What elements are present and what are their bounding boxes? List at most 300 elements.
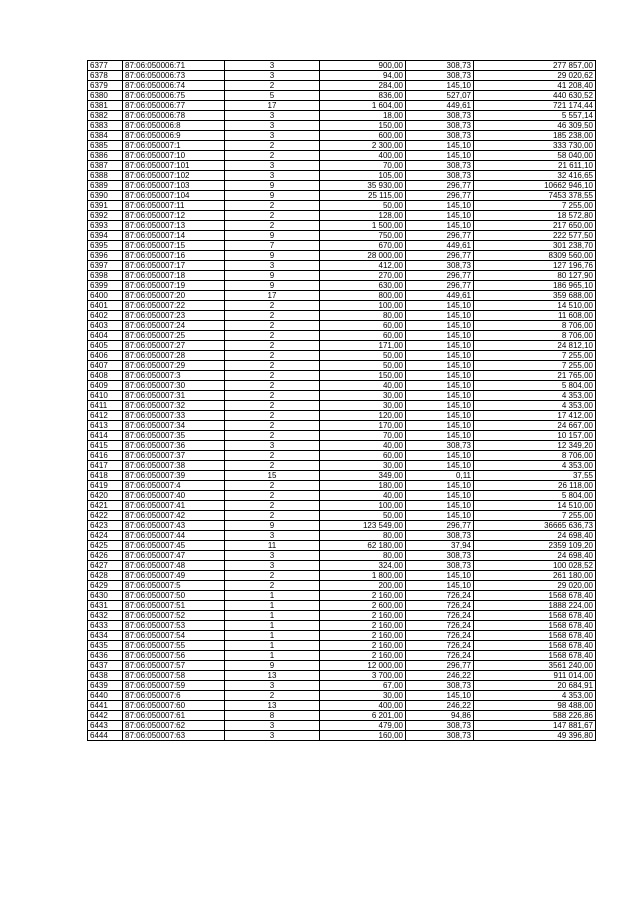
area-cell: 412,00 [320,261,406,271]
table-row [88,551,596,561]
group-code-cell: 13 [225,701,320,711]
specific-value-cell: 145,10 [406,381,474,391]
specific-value-cell: 94,86 [406,711,474,721]
table-row [88,101,596,111]
area-cell: 2 300,00 [320,141,406,151]
row-number-cell: 6384 [88,131,123,141]
specific-value-cell: 145,10 [406,501,474,511]
cadastral-value-cell: 4 353,00 [474,391,596,401]
group-code-cell: 2 [225,141,320,151]
table-row [88,731,596,741]
group-code-cell: 5 [225,91,320,101]
cadastral-number-cell: 87:06:050007:3 [123,371,225,381]
table-row [88,251,596,261]
specific-value-cell: 145,10 [406,361,474,371]
cadastral-number-cell: 87:06:050007:47 [123,551,225,561]
area-cell: 94,00 [320,71,406,81]
group-code-cell: 3 [225,721,320,731]
area-cell: 180,00 [320,481,406,491]
specific-value-cell: 308,73 [406,731,474,741]
area-cell: 1 800,00 [320,571,406,581]
area-cell: 2 160,00 [320,611,406,621]
cadastral-number-cell: 87:06:050007:13 [123,221,225,231]
row-number-cell: 6441 [88,701,123,711]
specific-value-cell: 449,61 [406,291,474,301]
area-cell: 30,00 [320,391,406,401]
cadastral-value-cell: 301 238,70 [474,241,596,251]
table-row [88,721,596,731]
group-code-cell: 2 [225,431,320,441]
cadastral-value-cell: 80 127,90 [474,271,596,281]
table-row [88,511,596,521]
specific-value-cell: 296,77 [406,661,474,671]
specific-value-cell: 145,10 [406,451,474,461]
cadastral-value-cell: 24 698,40 [474,551,596,561]
cadastral-number-cell: 87:06:050007:54 [123,631,225,641]
group-code-cell: 1 [225,611,320,621]
group-code-cell: 2 [225,321,320,331]
row-number-cell: 6382 [88,111,123,121]
area-cell: 35 930,00 [320,181,406,191]
table-row [88,431,596,441]
group-code-cell: 2 [225,421,320,431]
row-number-cell: 6412 [88,411,123,421]
cadastral-value-cell: 5 804,00 [474,491,596,501]
cadastral-number-cell: 87:06:050006:75 [123,91,225,101]
table-row [88,681,596,691]
group-code-cell: 2 [225,301,320,311]
cadastral-value-cell: 185 238,00 [474,131,596,141]
group-code-cell: 3 [225,131,320,141]
table-row [88,241,596,251]
area-cell: 50,00 [320,361,406,371]
group-code-cell: 2 [225,691,320,701]
cadastral-value-cell: 24 698,40 [474,531,596,541]
row-number-cell: 6393 [88,221,123,231]
row-number-cell: 6438 [88,671,123,681]
row-number-cell: 6377 [88,61,123,71]
specific-value-cell: 246,22 [406,671,474,681]
row-number-cell: 6401 [88,301,123,311]
row-number-cell: 6409 [88,381,123,391]
cadastral-number-cell: 87:06:050007:31 [123,391,225,401]
cadastral-value-cell: 1568 678,40 [474,621,596,631]
specific-value-cell: 308,73 [406,71,474,81]
area-cell: 50,00 [320,201,406,211]
group-code-cell: 1 [225,621,320,631]
area-cell: 630,00 [320,281,406,291]
row-number-cell: 6440 [88,691,123,701]
cadastral-value-cell: 1888 224,00 [474,601,596,611]
cadastral-value-cell: 46 309,50 [474,121,596,131]
area-cell: 2 160,00 [320,651,406,661]
table-body [88,61,596,741]
cadastral-number-cell: 87:06:050006:71 [123,61,225,71]
table-row [88,581,596,591]
cadastral-value-cell: 359 688,00 [474,291,596,301]
area-cell: 170,00 [320,421,406,431]
group-code-cell: 2 [225,511,320,521]
group-code-cell: 2 [225,481,320,491]
specific-value-cell: 308,73 [406,121,474,131]
table-row [88,321,596,331]
area-cell: 2 160,00 [320,621,406,631]
row-number-cell: 6398 [88,271,123,281]
row-number-cell: 6385 [88,141,123,151]
table-row [88,371,596,381]
row-number-cell: 6439 [88,681,123,691]
group-code-cell: 1 [225,601,320,611]
row-number-cell: 6433 [88,621,123,631]
table-row [88,461,596,471]
row-number-cell: 6404 [88,331,123,341]
cadastral-value-cell: 2359 109,20 [474,541,596,551]
specific-value-cell: 308,73 [406,681,474,691]
cadastral-value-cell: 7 255,00 [474,511,596,521]
row-number-cell: 6416 [88,451,123,461]
cadastral-value-cell: 1568 678,40 [474,651,596,661]
table-row [88,281,596,291]
cadastral-value-cell: 8 706,00 [474,451,596,461]
cadastral-number-cell: 87:06:050007:53 [123,621,225,631]
specific-value-cell: 145,10 [406,221,474,231]
group-code-cell: 2 [225,391,320,401]
area-cell: 2 160,00 [320,641,406,651]
table-row [88,181,596,191]
group-code-cell: 17 [225,291,320,301]
row-number-cell: 6411 [88,401,123,411]
specific-value-cell: 308,73 [406,131,474,141]
row-number-cell: 6436 [88,651,123,661]
specific-value-cell: 726,24 [406,601,474,611]
group-code-cell: 2 [225,461,320,471]
table-row [88,501,596,511]
cadastral-number-cell: 87:06:050007:61 [123,711,225,721]
specific-value-cell: 296,77 [406,271,474,281]
area-cell: 60,00 [320,451,406,461]
specific-value-cell: 527,07 [406,91,474,101]
specific-value-cell: 308,73 [406,531,474,541]
area-cell: 60,00 [320,331,406,341]
cadastral-value-cell: 4 353,00 [474,401,596,411]
cadastral-number-cell: 87:06:050006:74 [123,81,225,91]
row-number-cell: 6402 [88,311,123,321]
table-row [88,421,596,431]
cadastral-number-cell: 87:06:050007:18 [123,271,225,281]
cadastral-value-cell: 1568 678,40 [474,631,596,641]
cadastral-number-cell: 87:06:050007:11 [123,201,225,211]
cadastral-number-cell: 87:06:050007:6 [123,691,225,701]
group-code-cell: 2 [225,371,320,381]
cadastral-number-cell: 87:06:050007:44 [123,531,225,541]
row-number-cell: 6399 [88,281,123,291]
group-code-cell: 3 [225,121,320,131]
group-code-cell: 3 [225,161,320,171]
cadastral-value-cell: 41 208,40 [474,81,596,91]
group-code-cell: 1 [225,651,320,661]
specific-value-cell: 726,24 [406,641,474,651]
specific-value-cell: 308,73 [406,161,474,171]
cadastral-number-cell: 87:06:050007:17 [123,261,225,271]
row-number-cell: 6390 [88,191,123,201]
cadastral-number-cell: 87:06:050007:24 [123,321,225,331]
table-row [88,601,596,611]
row-number-cell: 6408 [88,371,123,381]
area-cell: 40,00 [320,441,406,451]
cadastral-number-cell: 87:06:050007:20 [123,291,225,301]
table-row [88,91,596,101]
cadastral-number-cell: 87:06:050007:23 [123,311,225,321]
area-cell: 1 604,00 [320,101,406,111]
row-number-cell: 6405 [88,341,123,351]
cadastral-number-cell: 87:06:050007:57 [123,661,225,671]
group-code-cell: 9 [225,191,320,201]
cadastral-value-cell: 440 630,52 [474,91,596,101]
specific-value-cell: 145,10 [406,431,474,441]
table-row [88,641,596,651]
specific-value-cell: 308,73 [406,111,474,121]
area-cell: 836,00 [320,91,406,101]
group-code-cell: 15 [225,471,320,481]
table-row [88,401,596,411]
row-number-cell: 6414 [88,431,123,441]
row-number-cell: 6394 [88,231,123,241]
row-number-cell: 6434 [88,631,123,641]
row-number-cell: 6419 [88,481,123,491]
cadastral-value-cell: 20 684,91 [474,681,596,691]
table-row [88,141,596,151]
group-code-cell: 9 [225,251,320,261]
cadastral-value-cell: 7 255,00 [474,351,596,361]
row-number-cell: 6432 [88,611,123,621]
cadastral-value-cell: 18 572,80 [474,211,596,221]
area-cell: 171,00 [320,341,406,351]
area-cell: 200,00 [320,581,406,591]
cadastral-number-cell: 87:06:050007:103 [123,181,225,191]
specific-value-cell: 145,10 [406,321,474,331]
cadastral-value-cell: 1568 678,40 [474,591,596,601]
row-number-cell: 6380 [88,91,123,101]
group-code-cell: 9 [225,271,320,281]
table-row [88,151,596,161]
cadastral-number-cell: 87:06:050007:4 [123,481,225,491]
cadastral-number-cell: 87:06:050007:27 [123,341,225,351]
area-cell: 70,00 [320,431,406,441]
group-code-cell: 9 [225,521,320,531]
cadastral-number-cell: 87:06:050007:33 [123,411,225,421]
group-code-cell: 2 [225,311,320,321]
cadastral-value-cell: 12 349,20 [474,441,596,451]
group-code-cell: 3 [225,531,320,541]
row-number-cell: 6420 [88,491,123,501]
area-cell: 80,00 [320,551,406,561]
row-number-cell: 6424 [88,531,123,541]
area-cell: 80,00 [320,311,406,321]
table-row [88,171,596,181]
group-code-cell: 2 [225,201,320,211]
group-code-cell: 3 [225,71,320,81]
area-cell: 50,00 [320,511,406,521]
specific-value-cell: 308,73 [406,261,474,271]
row-number-cell: 6426 [88,551,123,561]
area-cell: 900,00 [320,61,406,71]
cadastral-number-cell: 87:06:050007:104 [123,191,225,201]
cadastral-value-cell: 100 028,52 [474,561,596,571]
table-row [88,311,596,321]
specific-value-cell: 145,10 [406,421,474,431]
area-cell: 128,00 [320,211,406,221]
table-row [88,301,596,311]
cadastral-value-cell: 24 667,00 [474,421,596,431]
cadastral-number-cell: 87:06:050007:101 [123,161,225,171]
group-code-cell: 1 [225,591,320,601]
specific-value-cell: 145,10 [406,411,474,421]
area-cell: 60,00 [320,321,406,331]
cadastral-value-cell: 21 611,10 [474,161,596,171]
area-cell: 40,00 [320,491,406,501]
cadastral-value-cell: 147 881,67 [474,721,596,731]
cadastral-number-cell: 87:06:050007:41 [123,501,225,511]
group-code-cell: 3 [225,261,320,271]
cadastral-value-cell: 588 226,86 [474,711,596,721]
cadastral-number-cell: 87:06:050007:56 [123,651,225,661]
group-code-cell: 7 [225,241,320,251]
cadastral-number-cell: 87:06:050006:8 [123,121,225,131]
cadastral-number-cell: 87:06:050007:36 [123,441,225,451]
row-number-cell: 6444 [88,731,123,741]
row-number-cell: 6403 [88,321,123,331]
specific-value-cell: 145,10 [406,581,474,591]
row-number-cell: 6386 [88,151,123,161]
cadastral-value-cell: 7453 378,55 [474,191,596,201]
group-code-cell: 8 [225,711,320,721]
area-cell: 479,00 [320,721,406,731]
group-code-cell: 2 [225,451,320,461]
cadastral-number-cell: 87:06:050007:55 [123,641,225,651]
group-code-cell: 2 [225,381,320,391]
area-cell: 62 180,00 [320,541,406,551]
cadastral-number-cell: 87:06:050007:51 [123,601,225,611]
cadastral-number-cell: 87:06:050007:39 [123,471,225,481]
cadastral-value-cell: 261 180,00 [474,571,596,581]
specific-value-cell: 145,10 [406,151,474,161]
table-row [88,651,596,661]
table-row [88,361,596,371]
group-code-cell: 2 [225,581,320,591]
area-cell: 800,00 [320,291,406,301]
table-row [88,491,596,501]
group-code-cell: 17 [225,101,320,111]
specific-value-cell: 296,77 [406,521,474,531]
cadastral-number-cell: 87:06:050007:19 [123,281,225,291]
cadastral-value-cell: 7 255,00 [474,361,596,371]
area-cell: 150,00 [320,371,406,381]
cadastral-value-cell: 1568 678,40 [474,641,596,651]
group-code-cell: 1 [225,641,320,651]
table-row [88,411,596,421]
table-row [88,591,596,601]
row-number-cell: 6413 [88,421,123,431]
cadastral-value-cell: 277 857,00 [474,61,596,71]
specific-value-cell: 308,73 [406,721,474,731]
row-number-cell: 6406 [88,351,123,361]
cadastral-value-cell: 5 804,00 [474,381,596,391]
cadastral-value-cell: 4 353,00 [474,691,596,701]
area-cell: 28 000,00 [320,251,406,261]
cadastral-number-cell: 87:06:050007:40 [123,491,225,501]
table-row [88,541,596,551]
cadastral-value-cell: 4 353,00 [474,461,596,471]
area-cell: 400,00 [320,151,406,161]
specific-value-cell: 145,10 [406,371,474,381]
specific-value-cell: 726,24 [406,591,474,601]
group-code-cell: 2 [225,331,320,341]
cadastral-value-cell: 222 577,50 [474,231,596,241]
cadastral-value-cell: 10 157,00 [474,431,596,441]
area-cell: 120,00 [320,411,406,421]
table-row [88,631,596,641]
specific-value-cell: 296,77 [406,251,474,261]
area-cell: 2 160,00 [320,631,406,641]
group-code-cell: 11 [225,541,320,551]
area-cell: 150,00 [320,121,406,131]
specific-value-cell: 0,11 [406,471,474,481]
group-code-cell: 3 [225,731,320,741]
table-row [88,671,596,681]
area-cell: 160,00 [320,731,406,741]
row-number-cell: 6442 [88,711,123,721]
table-row [88,471,596,481]
table-row [88,481,596,491]
area-cell: 67,00 [320,681,406,691]
table-row [88,351,596,361]
group-code-cell: 3 [225,441,320,451]
table-row [88,221,596,231]
cadastral-number-cell: 87:06:050006:73 [123,71,225,81]
row-number-cell: 6428 [88,571,123,581]
cadastral-number-cell: 87:06:050007:102 [123,171,225,181]
group-code-cell: 2 [225,341,320,351]
table-row [88,621,596,631]
cadastral-value-cell: 8 706,00 [474,331,596,341]
area-cell: 670,00 [320,241,406,251]
group-code-cell: 2 [225,351,320,361]
area-cell: 70,00 [320,161,406,171]
row-number-cell: 6378 [88,71,123,81]
cadastral-number-cell: 87:06:050007:49 [123,571,225,581]
area-cell: 1 500,00 [320,221,406,231]
cadastral-value-cell: 217 650,00 [474,221,596,231]
cadastral-number-cell: 87:06:050007:5 [123,581,225,591]
row-number-cell: 6422 [88,511,123,521]
table-row [88,531,596,541]
row-number-cell: 6423 [88,521,123,531]
group-code-cell: 2 [225,151,320,161]
cadastral-value-cell: 8 706,00 [474,321,596,331]
specific-value-cell: 308,73 [406,441,474,451]
area-cell: 324,00 [320,561,406,571]
specific-value-cell: 145,10 [406,331,474,341]
row-number-cell: 6407 [88,361,123,371]
specific-value-cell: 145,10 [406,211,474,221]
row-number-cell: 6389 [88,181,123,191]
area-cell: 349,00 [320,471,406,481]
area-cell: 30,00 [320,461,406,471]
table-row [88,381,596,391]
table-row [88,81,596,91]
specific-value-cell: 308,73 [406,561,474,571]
specific-value-cell: 726,24 [406,651,474,661]
